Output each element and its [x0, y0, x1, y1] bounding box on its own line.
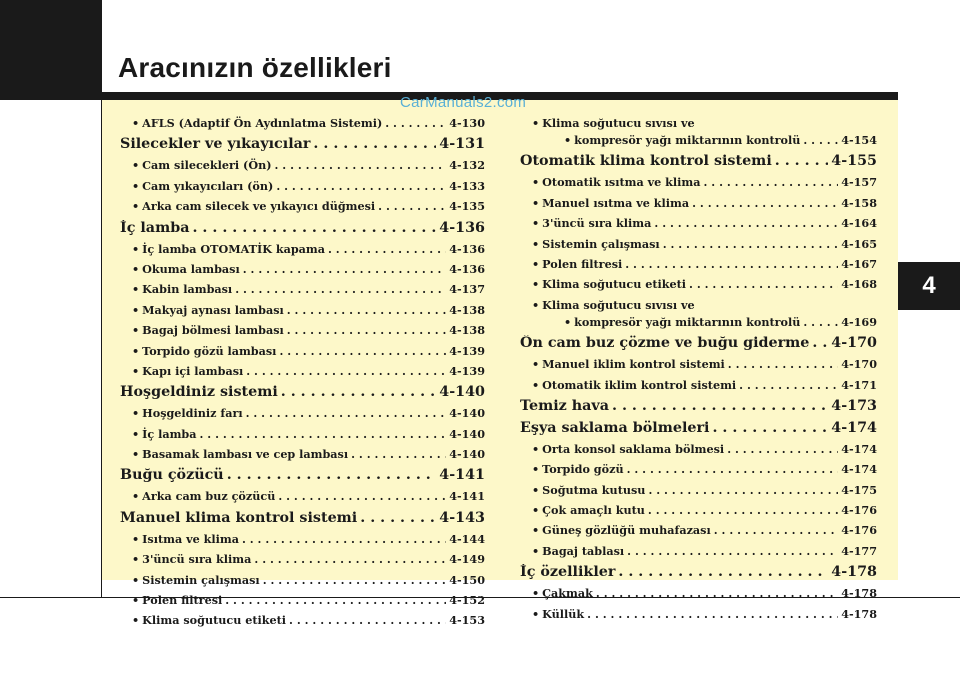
- bullet-icon: •: [132, 363, 140, 378]
- bullet-icon: •: [532, 297, 540, 312]
- toc-entry[interactable]: [120, 158, 485, 178]
- dot-leader: [812, 335, 828, 351]
- watermark: CarManuals2.com: [400, 94, 527, 111]
- toc-page-number: 4-139: [449, 343, 485, 358]
- toc-entry-text: Çakmak: [542, 586, 593, 601]
- toc-entry-text: Makyaj aynası lambası: [142, 302, 284, 317]
- toc-entry-label: [132, 116, 382, 130]
- toc-entry-text: Klima soğutucu sıvısı ve: [542, 297, 695, 312]
- bullet-icon: •: [132, 552, 140, 567]
- bullet-icon: •: [132, 489, 140, 504]
- toc-entry-text: Hoşgeldiniz sistemi: [120, 384, 278, 401]
- dot-leader: [360, 510, 436, 526]
- toc-entry-label: [520, 335, 809, 351]
- toc-page-number: 4-137: [449, 282, 485, 297]
- dot-leader: [689, 277, 838, 291]
- toc-page-number: 4-140: [439, 384, 485, 401]
- toc-entry[interactable]: [520, 175, 877, 195]
- dot-leader: [351, 447, 446, 461]
- toc-entry[interactable]: [120, 344, 485, 364]
- dot-leader: [587, 607, 838, 621]
- toc-entry-label: [532, 196, 689, 210]
- toc-heading[interactable]: [120, 220, 485, 242]
- toc-entry[interactable]: [120, 573, 485, 593]
- toc-entry-text: 3'üncü sıra klima: [542, 216, 652, 231]
- dot-leader: [648, 483, 838, 497]
- dot-leader: [739, 378, 838, 392]
- dot-leader: [235, 282, 446, 296]
- toc-heading[interactable]: [520, 564, 877, 586]
- toc-page-number: 4-131: [439, 136, 485, 153]
- toc-entry[interactable]: [520, 503, 877, 523]
- toc-entry-label: [132, 427, 197, 441]
- header-area: [102, 0, 960, 100]
- bullet-icon: •: [132, 302, 140, 317]
- toc-entry-label: [532, 237, 660, 251]
- toc-entry[interactable]: [520, 237, 877, 257]
- toc-entry-text: İç lamba: [120, 219, 190, 236]
- toc-page-number: 4-157: [841, 175, 877, 190]
- dot-leader: [289, 613, 446, 627]
- bullet-icon: •: [532, 256, 540, 271]
- toc-page-number: 4-178: [841, 586, 877, 601]
- toc-page-number: 4-139: [449, 363, 485, 378]
- toc-heading[interactable]: [520, 398, 877, 420]
- toc-entry-text: İç lamba: [142, 426, 197, 441]
- toc-entry[interactable]: [520, 586, 877, 606]
- toc-entry-label: [132, 344, 276, 358]
- toc-entry[interactable]: [520, 133, 877, 153]
- bullet-icon: •: [132, 116, 140, 130]
- toc-entry[interactable]: [520, 357, 877, 377]
- dot-leader: [803, 133, 838, 147]
- toc-page-number: 4-177: [841, 543, 877, 558]
- toc-entry-text: Ön cam buz çözme ve buğu giderme: [520, 335, 810, 352]
- toc-page-number: 4-175: [841, 482, 877, 497]
- dot-leader: [242, 532, 446, 546]
- toc-entry[interactable]: [120, 262, 485, 282]
- toc-page-number: 4-171: [841, 377, 877, 392]
- toc-entry-text: kompresör yağı miktarının kontrolü: [574, 133, 801, 147]
- toc-entry-text: Manuel ısıtma ve klima: [542, 195, 690, 210]
- toc-entry-text: Silecekler ve yıkayıcılar: [120, 136, 311, 153]
- page-title: Aracınızın özellikleri: [118, 52, 392, 83]
- toc-page-number: 4-140: [449, 426, 485, 441]
- bullet-icon: •: [132, 343, 140, 358]
- dot-leader: [281, 384, 437, 400]
- toc-entry-text: İç özellikler: [520, 564, 616, 581]
- toc-page-number: 4-144: [449, 531, 485, 546]
- toc-entry-label: [520, 398, 609, 414]
- toc-entry-text: Otomatik klima kontrol sistemi: [520, 153, 772, 170]
- toc-entry-text: Çok amaçlı kutu: [542, 503, 645, 518]
- toc-entry-label: [532, 357, 725, 371]
- bullet-icon: •: [132, 323, 140, 338]
- toc-entry-label: [132, 593, 222, 607]
- dot-leader: [246, 406, 447, 420]
- toc-entry-label: [132, 447, 348, 461]
- toc-heading[interactable]: [120, 510, 485, 532]
- toc-entry-text: Temiz hava: [520, 397, 609, 414]
- toc-entry[interactable]: [520, 315, 877, 335]
- toc-entry-label: [120, 384, 278, 400]
- toc-entry-label: [132, 489, 275, 503]
- toc-entry-text: Cam silecekleri (Ön): [142, 158, 272, 173]
- toc-page-number: 4-158: [841, 195, 877, 210]
- dot-leader: [254, 552, 446, 566]
- dot-leader: [596, 586, 838, 600]
- toc-entry-text: Arka cam silecek ve yıkayıcı düğmesi: [142, 199, 376, 214]
- toc-entry[interactable]: [120, 199, 485, 219]
- toc-entry-continued[interactable]: [520, 116, 877, 133]
- toc-entry[interactable]: [120, 116, 485, 136]
- toc-entry-label: [532, 257, 622, 271]
- toc-entry-text: Bagaj tablası: [542, 543, 625, 558]
- toc-entry-text: Buğu çözücü: [120, 467, 224, 484]
- toc-entry[interactable]: [520, 442, 877, 462]
- toc-entry-label: [532, 175, 700, 189]
- dot-leader: [618, 564, 828, 580]
- toc-entry-text: Okuma lambası: [142, 261, 240, 276]
- toc-entry-label: [532, 378, 736, 392]
- bullet-icon: •: [132, 241, 140, 256]
- bullet-icon: •: [564, 314, 572, 329]
- left-dark-band: [0, 0, 102, 100]
- bullet-icon: •: [532, 462, 540, 477]
- dot-leader: [627, 462, 839, 476]
- dot-leader: [287, 303, 446, 317]
- dot-leader: [276, 179, 446, 193]
- toc-entry[interactable]: [520, 378, 877, 398]
- toc-page-number: 4-143: [439, 509, 485, 526]
- toc-page-number: 4-176: [841, 503, 877, 518]
- toc-entry-text: Manuel iklim kontrol sistemi: [542, 357, 725, 372]
- toc-entry[interactable]: [520, 196, 877, 216]
- toc-page-number: 4-136: [449, 261, 485, 276]
- toc-entry[interactable]: [120, 282, 485, 302]
- bullet-icon: •: [532, 543, 540, 558]
- toc-page-number: 4-150: [449, 572, 485, 587]
- toc-page-number: 4-168: [841, 277, 877, 292]
- toc-entry-label: [532, 523, 711, 537]
- toc-entry-continued[interactable]: [520, 298, 877, 315]
- toc-entry[interactable]: [520, 544, 877, 564]
- toc-heading[interactable]: [120, 384, 485, 406]
- toc-entry-text: Torpido gözü lambası: [142, 343, 277, 358]
- toc-entry-text: 3'üncü sıra klima: [142, 552, 252, 567]
- toc-page-number: 4-164: [841, 216, 877, 231]
- toc-page-number: 4-136: [449, 241, 485, 256]
- dot-leader: [712, 420, 828, 436]
- toc-entry-label: [120, 220, 189, 236]
- toc-column-right: [520, 116, 877, 627]
- toc-entry-label: [532, 586, 593, 600]
- toc-entry-text: Klima soğutucu etiketi: [142, 613, 287, 628]
- toc-entry[interactable]: [120, 613, 485, 633]
- toc-page-number: 4-153: [449, 613, 485, 628]
- toc-entry[interactable]: [120, 489, 485, 509]
- toc-entry[interactable]: [120, 447, 485, 467]
- toc-column-left: [120, 116, 485, 634]
- bullet-icon: •: [132, 531, 140, 546]
- toc-entry-label: [132, 303, 284, 317]
- dot-leader: [263, 573, 447, 587]
- toc-entry-text: kompresör yağı miktarının kontrolü: [574, 314, 801, 329]
- dot-leader: [727, 442, 838, 456]
- toc-entry-label: [132, 323, 284, 337]
- toc-entry-label: [132, 406, 243, 420]
- toc-page-number: 4-167: [841, 256, 877, 271]
- dot-leader: [287, 323, 446, 337]
- toc-entry-label: [120, 467, 224, 483]
- bullet-icon: •: [532, 377, 540, 392]
- toc-entry-text: Eşya saklama bölmeleri: [520, 419, 710, 436]
- toc-entry-text: Isıtma ve klima: [142, 531, 239, 546]
- bullet-icon: •: [132, 178, 140, 193]
- dot-leader: [703, 175, 838, 189]
- toc-entry-text: Bagaj bölmesi lambası: [142, 323, 284, 338]
- toc-entry-label: [120, 510, 357, 526]
- toc-page-number: 4-176: [841, 523, 877, 538]
- toc-entry-label: [520, 420, 709, 436]
- toc-entry-label: [132, 282, 232, 296]
- toc-page-number: 4-170: [831, 335, 877, 352]
- dot-leader: [612, 398, 828, 414]
- toc-entry-text: Basamak lambası ve cep lambası: [142, 447, 349, 462]
- toc-entry[interactable]: [520, 523, 877, 543]
- dot-leader: [313, 136, 436, 152]
- toc-entry[interactable]: [120, 406, 485, 426]
- toc-heading[interactable]: [520, 153, 877, 175]
- bullet-icon: •: [132, 406, 140, 421]
- toc-entry-text: Otomatik iklim kontrol sistemi: [542, 377, 737, 392]
- toc-page-number: 4-174: [831, 419, 877, 436]
- dot-leader: [728, 357, 838, 371]
- dot-leader: [225, 593, 446, 607]
- toc-entry-text: Sistemin çalışması: [542, 236, 660, 251]
- bullet-icon: •: [532, 277, 540, 292]
- toc-page-number: 4-141: [449, 489, 485, 504]
- toc-page-number: 4-130: [449, 116, 485, 130]
- toc-entry-label: [132, 573, 260, 587]
- bullet-icon: •: [132, 613, 140, 628]
- dot-leader: [200, 427, 447, 441]
- bullet-icon: •: [132, 447, 140, 462]
- toc-entry-label: [532, 442, 724, 456]
- toc-entry-label: [532, 607, 584, 621]
- bullet-icon: •: [132, 572, 140, 587]
- toc-entry-text: Cam yıkayıcıları (ön): [142, 178, 274, 193]
- toc-page-number: 4-170: [841, 357, 877, 372]
- toc-heading[interactable]: [520, 420, 877, 442]
- toc-page-number: 4-178: [841, 606, 877, 621]
- toc-entry-label: [532, 462, 624, 476]
- toc-page-number: 4-135: [449, 199, 485, 214]
- dot-leader: [328, 242, 446, 256]
- dot-leader: [775, 153, 829, 169]
- toc-entry-text: Küllük: [542, 606, 585, 621]
- dot-leader: [192, 220, 436, 236]
- dot-leader: [275, 158, 447, 172]
- toc-entry-label: [520, 564, 615, 580]
- toc-entry-text: Klima soğutucu sıvısı ve: [542, 116, 695, 130]
- bullet-icon: •: [532, 357, 540, 372]
- toc-page-number: 4-174: [841, 462, 877, 477]
- toc-entry-text: Hoşgeldiniz farı: [142, 406, 243, 421]
- toc-entry-label: [132, 262, 240, 276]
- chapter-tab[interactable]: 4: [898, 262, 960, 310]
- bullet-icon: •: [532, 503, 540, 518]
- toc-page-number: 4-174: [841, 441, 877, 456]
- toc-entry-label: [120, 136, 310, 152]
- toc-entry-label: [564, 133, 800, 147]
- toc-entry-text: Polen filtresi: [142, 593, 223, 608]
- toc-page-number: 4-149: [449, 552, 485, 567]
- toc-entry[interactable]: [520, 257, 877, 277]
- toc-entry-label: [132, 364, 243, 378]
- dot-leader: [279, 344, 446, 358]
- toc-page-number: 4-138: [449, 302, 485, 317]
- bullet-icon: •: [532, 216, 540, 231]
- toc-page-number: 4-136: [439, 219, 485, 236]
- toc-page-number: 4-155: [831, 153, 877, 170]
- dot-leader: [714, 523, 838, 537]
- toc-entry[interactable]: [120, 242, 485, 262]
- bullet-icon: •: [532, 482, 540, 497]
- dot-leader: [385, 116, 446, 130]
- toc-entry-label: [532, 483, 645, 497]
- toc-page-number: 4-138: [449, 323, 485, 338]
- toc-entry-text: Güneş gözlüğü muhafazası: [542, 523, 711, 538]
- left-border-line: [101, 0, 102, 598]
- toc-entry-label: [564, 315, 800, 329]
- toc-entry[interactable]: [120, 532, 485, 552]
- bullet-icon: •: [132, 593, 140, 608]
- dot-leader: [803, 315, 838, 329]
- toc-entry-label: [132, 552, 251, 566]
- toc-entry[interactable]: [120, 179, 485, 199]
- bullet-icon: •: [532, 523, 540, 538]
- dot-leader: [663, 237, 839, 251]
- toc-entry-label: [532, 216, 651, 230]
- bullet-icon: •: [132, 199, 140, 214]
- toc-page-number: 4-178: [831, 564, 877, 581]
- toc-page-number: 4-133: [449, 178, 485, 193]
- toc-entry[interactable]: [120, 552, 485, 572]
- toc-entry-text: Orta konsol saklama bölmesi: [542, 441, 725, 456]
- toc-entry[interactable]: [520, 607, 877, 627]
- toc-entry-text: Kabin lambası: [142, 282, 233, 297]
- toc-heading[interactable]: [120, 136, 485, 158]
- toc-entry-text: Kapı içi lambası: [142, 363, 244, 378]
- dot-leader: [625, 257, 838, 271]
- toc-entry-label: [532, 503, 645, 517]
- toc-entry-label: [532, 277, 686, 291]
- toc-page-number: 4-132: [449, 158, 485, 173]
- toc-entry[interactable]: [520, 277, 877, 297]
- toc-entry-label: [132, 532, 239, 546]
- toc-page-number: 4-154: [841, 133, 877, 147]
- toc-entry[interactable]: [120, 427, 485, 447]
- toc-page-number: 4-173: [831, 397, 877, 414]
- toc-entry-label: [532, 544, 624, 558]
- toc-entry[interactable]: [120, 303, 485, 323]
- toc-entry-text: Torpido gözü: [542, 462, 624, 477]
- toc-page-number: 4-165: [841, 236, 877, 251]
- toc-entry[interactable]: [520, 483, 877, 503]
- bullet-icon: •: [132, 282, 140, 297]
- dot-leader: [243, 262, 446, 276]
- toc-heading[interactable]: [520, 335, 877, 357]
- toc-entry-text: Otomatik ısıtma ve klima: [542, 175, 701, 190]
- toc-entry-text: AFLS (Adaptif Ön Aydınlatma Sistemi): [142, 116, 383, 130]
- bullet-icon: •: [132, 261, 140, 276]
- toc-entry-label: [132, 242, 325, 256]
- bullet-icon: •: [532, 606, 540, 621]
- bullet-icon: •: [532, 441, 540, 456]
- bullet-icon: •: [532, 116, 540, 130]
- toc-entry-label: [132, 179, 273, 193]
- bullet-icon: •: [532, 586, 540, 601]
- bullet-icon: •: [532, 195, 540, 210]
- dot-leader: [648, 503, 838, 517]
- toc-heading[interactable]: [120, 467, 485, 489]
- toc-entry[interactable]: [120, 364, 485, 384]
- toc-entry-label: [132, 613, 286, 627]
- toc-entry-label: [132, 158, 272, 172]
- toc-entry-text: Sistemin çalışması: [142, 572, 260, 587]
- toc-entry-label: [132, 199, 375, 213]
- toc-entry-text: Soğutma kutusu: [542, 482, 646, 497]
- toc-entry-text: Klima soğutucu etiketi: [542, 277, 687, 292]
- dot-leader: [378, 199, 446, 213]
- dot-leader: [692, 196, 838, 210]
- toc-page-number: 4-140: [449, 447, 485, 462]
- toc-page-number: 4-152: [449, 593, 485, 608]
- dot-leader: [246, 364, 446, 378]
- toc-page-number: 4-140: [449, 406, 485, 421]
- toc-entry-text: Manuel klima kontrol sistemi: [120, 509, 358, 526]
- dot-leader: [278, 489, 446, 503]
- toc-entry[interactable]: [520, 216, 877, 236]
- dot-leader: [227, 467, 437, 483]
- toc-page-number: 4-169: [841, 314, 877, 329]
- dot-leader: [654, 216, 838, 230]
- toc-entry-text: Arka cam buz çözücü: [142, 489, 276, 504]
- toc-entry-label: [520, 153, 772, 169]
- toc-entry[interactable]: [120, 323, 485, 343]
- bullet-icon: •: [132, 426, 140, 441]
- toc-page-number: 4-141: [439, 467, 485, 484]
- bullet-icon: •: [132, 158, 140, 173]
- toc-entry[interactable]: [520, 462, 877, 482]
- toc-entry-text: Polen filtresi: [542, 256, 623, 271]
- toc-entry-text: İç lamba OTOMATİK kapama: [142, 241, 326, 256]
- bullet-icon: •: [532, 175, 540, 190]
- bullet-icon: •: [564, 133, 572, 147]
- toc-entry[interactable]: [120, 593, 485, 613]
- dot-leader: [627, 544, 838, 558]
- bullet-icon: •: [532, 236, 540, 251]
